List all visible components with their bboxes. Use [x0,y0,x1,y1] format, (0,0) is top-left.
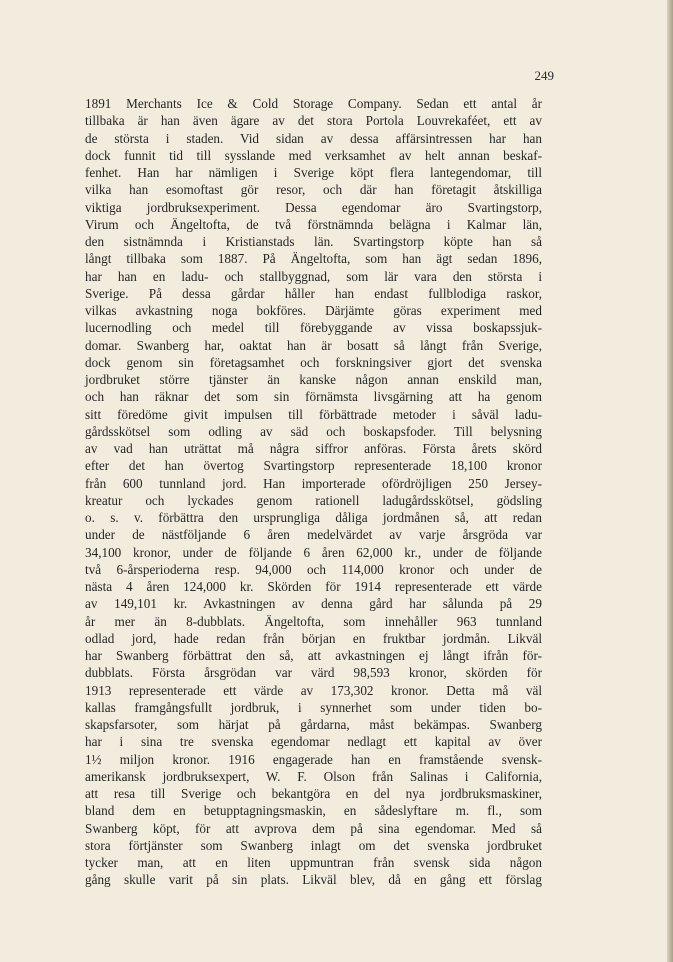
page-edge-shadow [667,0,673,962]
text-line: 1½ miljon kronor. 1916 engagerade han en framstående svensk- [85,751,542,767]
text-line: dock genom sin företagsamhet och forskningsiver gjort det svenska [85,354,542,370]
text-line: Swanberg köpt, för att avprova dem på sina egendomar. Med så [85,820,542,836]
text-line: av 149,101 kr. Avkastningen av denna gård har sålunda på 29 [85,596,542,612]
text-line: har i sina tre svenska egendomar nedlagt ett kapital av över [85,734,542,750]
text-line: vilka han esomoftast gör resor, och där han företagit åtskilliga [85,182,542,198]
text-line: den sistnämnda i Kristianstads län. Svartingstorp köpte han så [85,234,542,249]
text-line: att resa till Sverige och bekantgöra en del nya jordbruksmaskiner, [85,786,542,801]
text-line: jordbruket större tjänster än kanske någon annan enskild man, [85,372,542,387]
text-line: skapsfarsoter, som härjat på gårdarna, måst bekämpas. Swanberg [85,717,542,732]
text-line: långt tillbaka som 1887. På Ängeltofta, som han ägt sedan 1896, [85,251,542,267]
text-line: dubblats. Första årsgrödan var värd 98,593 kronor, skörden för [85,665,542,681]
text-line: från 600 tunnland jord. Han importerade ofördröjligen 250 Jersey- [85,475,542,491]
text-line: Virum och Ängeltofta, de två förstnämnda belägna i Kalmar län, [85,216,542,232]
text-line: lucernodling och medel till förebyggande av vissa boskapssjuk- [85,320,542,336]
text-line: 1913 representerade ett värde av 173,302 kronor. Detta må väl [85,682,542,698]
text-line: tillbaka är han även ägare av det stora Portola Louvrekaféet, ett av [85,113,542,129]
text-line: kreatur och lyckades genom rationell ladugårdsskötsel, gödsling [85,492,542,508]
text-line: två 6-årsperioderna resp. 94,000 och 114,000 kronor och under de [85,561,542,577]
body-text [85,95,542,889]
text-line: Sverige. På dessa gårdar håller han endast fullblodiga raskor, [85,285,542,301]
text-line: har Swanberg förbättrat den så, att avkastningen ej långt ifrån för- [85,648,542,663]
text-line: gång skulle varit på sin plats. Likväl blev, då en gång ett förslag [85,872,542,888]
text-line: 34,100 kronor, under de följande 6 åren 62,000 kr., under de följande [85,544,542,560]
text-line: kallas framgångsfullt jordbruk, i synnerhet som under tiden bo- [85,699,542,715]
text-line: år mer än 8-dubblats. Ängeltofta, som innehåller 963 tunnland [85,613,542,629]
text-line: tycker man, att en liten uppmuntran från svensk sida någon [85,855,542,870]
text-line: efter det han övertog Svartingstorp representerade 18,100 kronor [85,458,542,474]
text-line: amerikansk jordbruksexpert, W. F. Olson från Salinas i California, [85,768,542,784]
text-line: har han en ladu- och stallbyggnad, som lär vara den största i [85,268,542,284]
text-line: 1891 Merchants Ice & Cold Storage Company. Sedan ett antal år [85,96,542,111]
text-line: de största i staden. Vid sidan av dessa affärsintressen har han [85,130,542,146]
text-line: fenhet. Han har nämligen i Sverige köpt flera lantegendomar, till [85,165,542,180]
text-line: stora förtjänster som Swanberg inlagt om det svenska jordbruket [85,837,542,853]
text-line: o. s. v. förbättra den ursprungliga dåliga jordmånen så, att redan [85,510,542,525]
text-line: dock funnit tid till sysslande med verksamhet av helt annan beskaf- [85,147,542,163]
text-line: vilkas avkastning noga bokföres. Därjämte göras experiment med [85,303,542,318]
text-line: odlad jord, hade redan från början en fruktbar jordmån. Likväl [85,630,542,646]
text-line: viktiga jordbruksexperiment. Dessa egendomar äro Svartingstorp, [85,199,542,215]
text-line: domar. Swanberg har, oaktat han är bosatt så långt från Sverige, [85,337,542,353]
text-line: och han räknar det som sin förnämsta livsgärning att ha genom [85,389,542,405]
text-line: under de nästföljande 6 åren medelvärdet av varje årsgröda var [85,527,542,543]
page-number: 249 [534,68,554,83]
text-line: nästa 4 åren 124,000 kr. Skörden för 1914 representerade ett värde [85,579,542,594]
text-line: av vad han uträttat må några siffror anföras. Första årets skörd [85,441,542,456]
text-line: gårdsskötsel som odling av säd och boskapsfoder. Till belysning [85,423,542,439]
text-line: bland dem en betupptagningsmaskin, en sådeslyftare m. fl., som [85,803,542,819]
text-line: sitt föredöme givit impulsen till förbättrade metoder i såväl ladu- [85,406,542,422]
